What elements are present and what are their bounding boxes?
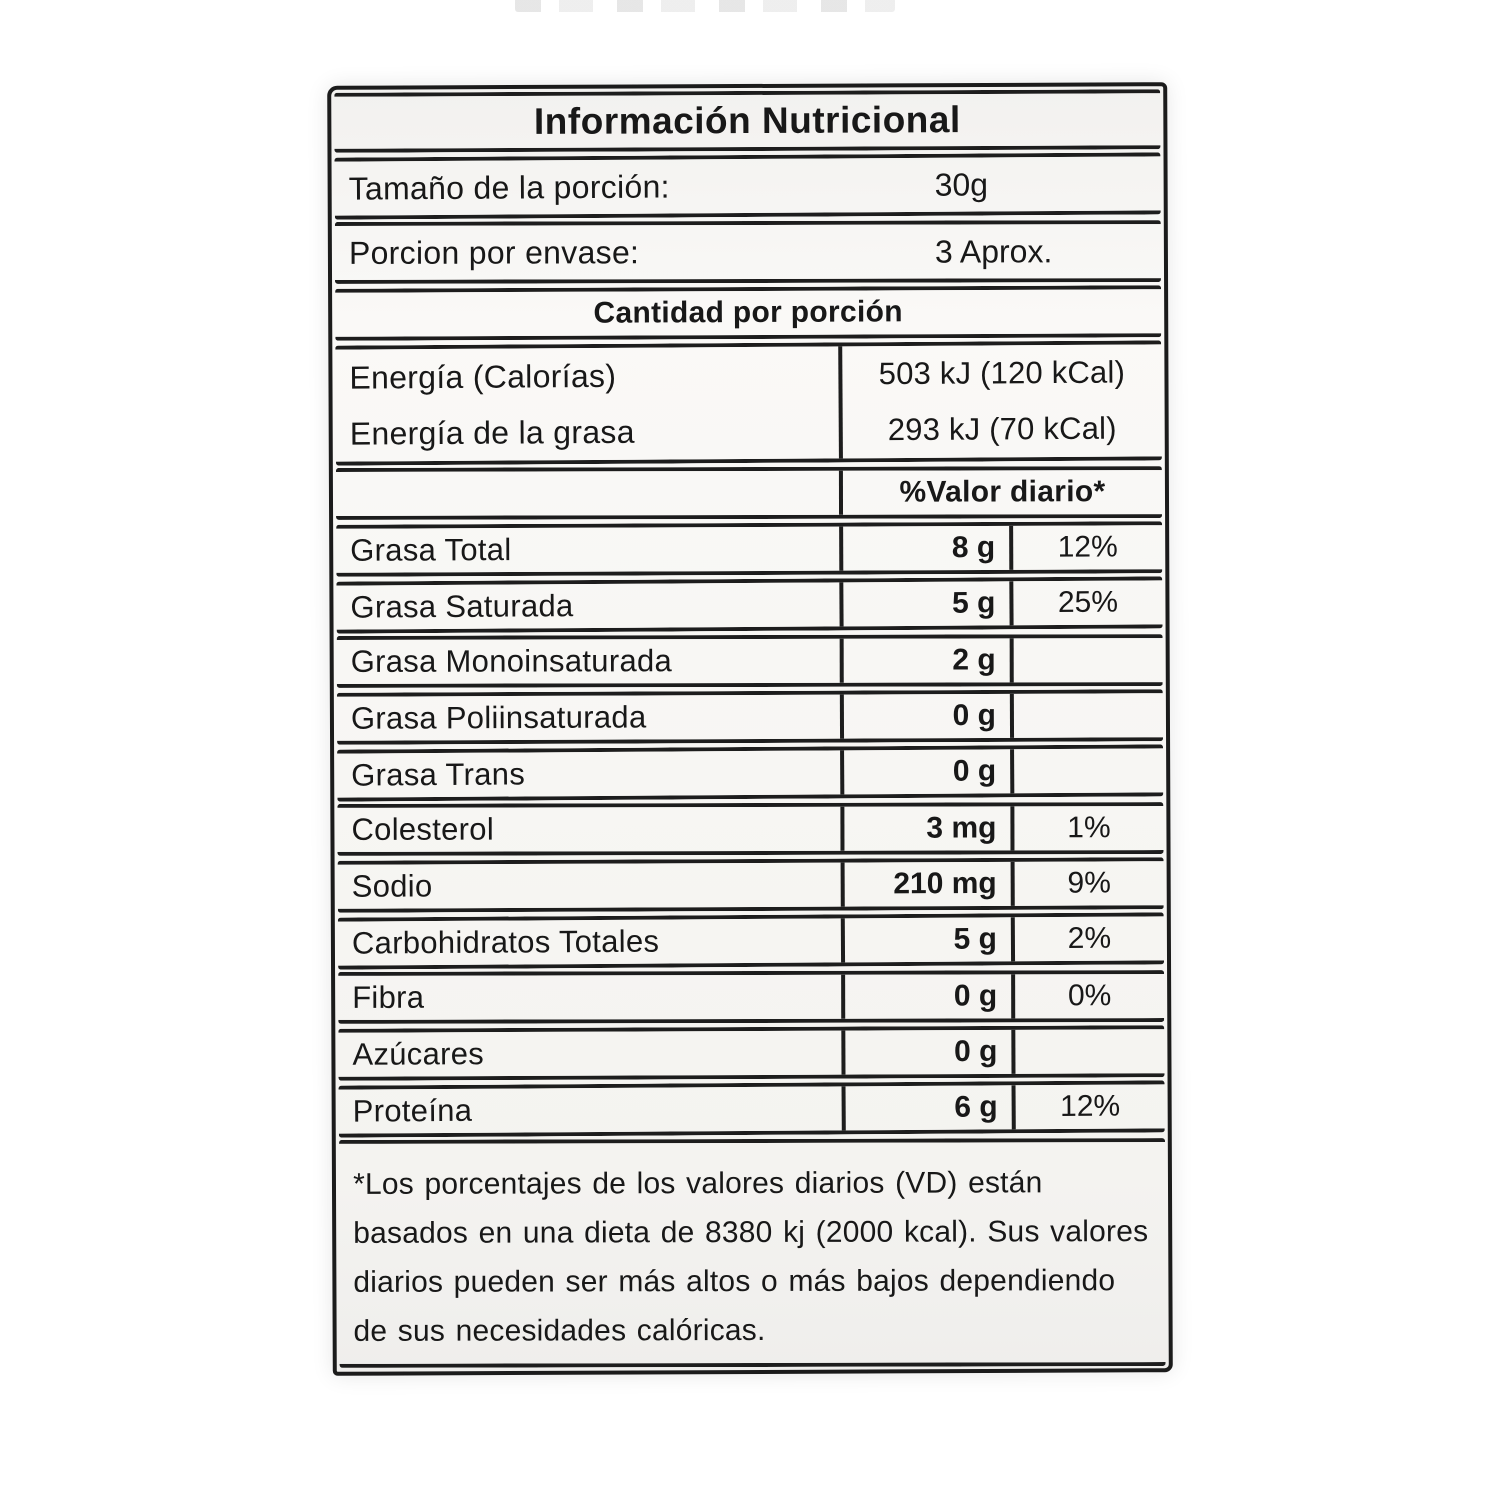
nutrient-row-carbohidratos — [338, 912, 1164, 969]
energy-values — [838, 344, 1162, 458]
energy-calories-label: Energía (Calorías) — [349, 357, 617, 396]
nutrient-amount: 3 mg — [840, 806, 1010, 850]
nutrient-amount: 0 g — [841, 1030, 1011, 1075]
energy-row — [335, 340, 1162, 465]
nutrient-name: Grasa Trans — [351, 756, 526, 793]
nutrient-row-grasa-total — [336, 521, 1162, 577]
nutrient-row-proteina — [338, 1080, 1164, 1137]
nutrient-row-grasa-saturada — [336, 576, 1162, 633]
nutrient-name: Proteína — [352, 1092, 473, 1129]
energy-fat-value: 293 kJ (70 kCal) — [887, 410, 1117, 448]
scan-artifact — [515, 0, 895, 12]
daily-value-footnote: *Los porcentajes de los valores diarios (VD) están basados en una dieta de 8380 kj (2000 kcal). Sus valores diarios pueden ser más altos o más bajos dependiendo de sus necesidades calóricas. — [353, 1166, 1149, 1348]
nutrient-amount: 5 g — [841, 917, 1011, 962]
nutrient-row-sodio — [338, 857, 1164, 913]
nutrient-name: Grasa Monoinsaturada — [350, 643, 673, 679]
servings-per-container-value: 3 Aprox. — [934, 232, 1053, 270]
nutrient-dv: 25% — [1009, 580, 1162, 625]
serving-size-label: Tamaño de la porción: — [348, 168, 670, 207]
nutrient-dv: 12% — [1012, 1084, 1165, 1129]
nutrient-dv — [1011, 1029, 1164, 1074]
nutrient-amount: 210 mg — [841, 862, 1011, 907]
nutrient-row-colesterol — [337, 802, 1163, 856]
nutrient-dv: 1% — [1010, 806, 1163, 850]
nutrient-amount: 2 g — [840, 638, 1010, 682]
nutrient-row-fibra — [338, 970, 1164, 1024]
nutrient-row-grasa-poliinsaturada — [337, 689, 1163, 745]
nutrient-dv: 9% — [1011, 861, 1164, 906]
daily-value-header-row — [336, 466, 1162, 520]
serving-size-value: 30g — [934, 165, 989, 203]
energy-fat-label: Energía de la grasa — [349, 413, 635, 452]
nutrient-name: Azúcares — [352, 1036, 485, 1072]
nutrient-dv: 0% — [1011, 974, 1164, 1018]
nutrient-dv — [1010, 693, 1163, 738]
nutrient-name: Sodio — [351, 868, 433, 904]
nutrient-dv — [1010, 748, 1163, 793]
nutrient-name: Grasa Total — [350, 532, 512, 568]
daily-value-header: %Valor diario* — [839, 470, 1162, 515]
energy-labels — [335, 346, 839, 461]
nutrient-amount: 0 g — [840, 694, 1010, 739]
nutrient-name: Fibra — [352, 979, 425, 1015]
nutrient-row-grasa-monoinsaturada — [337, 634, 1163, 688]
nutrient-amount: 6 g — [842, 1085, 1012, 1130]
energy-calories-value: 503 kJ (120 kCal) — [878, 354, 1126, 392]
nutrient-row-azucares — [338, 1025, 1164, 1081]
footnote-row — [339, 1138, 1166, 1368]
nutrient-dv: 2% — [1011, 916, 1164, 961]
servings-per-container-row — [335, 220, 1161, 284]
nutrient-amount: 0 g — [840, 749, 1010, 794]
nutrient-row-grasa-trans — [337, 744, 1163, 801]
nutrition-label — [327, 82, 1173, 1376]
nutrient-amount: 0 g — [841, 974, 1011, 1018]
nutrient-name: Colesterol — [351, 811, 495, 847]
nutrient-dv: 12% — [1009, 525, 1162, 570]
serving-size-row — [334, 152, 1160, 219]
nutrient-name: Carbohidratos Totales — [351, 923, 660, 961]
label-title: Información Nutricional — [533, 99, 961, 142]
amount-per-serving-text: Cantidad por porción — [593, 295, 903, 330]
nutrient-amount: 5 g — [839, 581, 1009, 626]
nutrient-dv — [1010, 638, 1163, 682]
nutrient-amount: 8 g — [839, 526, 1009, 571]
daily-value-header-spacer — [336, 471, 839, 516]
label-title-row — [334, 89, 1160, 153]
nutrient-name: Grasa Poliinsaturada — [350, 699, 647, 736]
amount-per-serving-header — [335, 285, 1161, 341]
nutrient-name: Grasa Saturada — [350, 588, 574, 625]
servings-per-container-label: Porcion por envase: — [348, 233, 640, 271]
